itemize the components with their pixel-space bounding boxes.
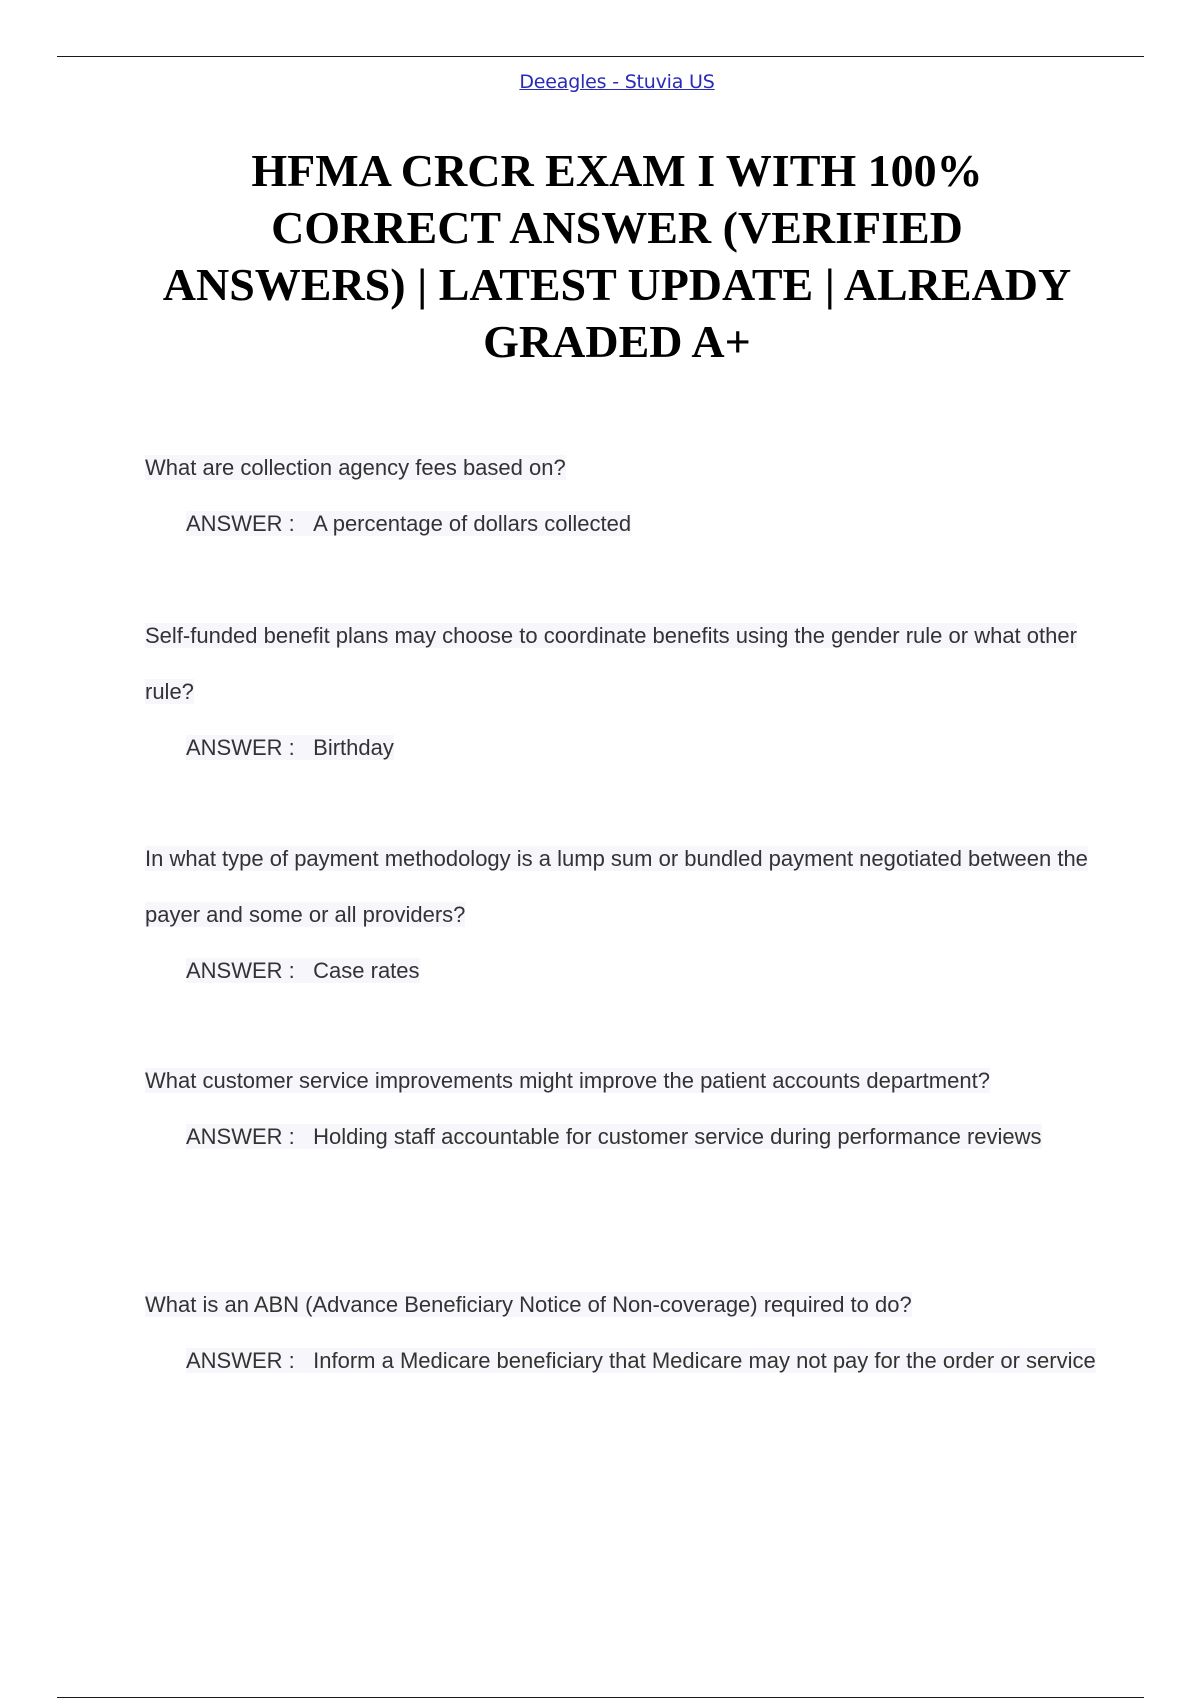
answer-label: ANSWER : (186, 735, 295, 760)
qa-item (145, 831, 1105, 1053)
answer-text: Holding staff accountable for customer service during performance reviews (313, 1124, 1042, 1149)
answer-line (145, 1109, 1105, 1165)
qa-list (145, 440, 1105, 1389)
answer-line (145, 943, 1105, 999)
document-title: HFMA CRCR EXAM I WITH 100% CORRECT ANSWER (VERIFIED ANSWERS) | LATEST UPDATE | ALREADY GRADED A+ (162, 145, 1072, 367)
question-text: Self-funded benefit plans may choose to coordinate benefits using the gender rule or what other rule? (145, 623, 1077, 704)
question-text: What is an ABN (Advance Beneficiary Notice of Non-coverage) required to do? (145, 1292, 912, 1317)
answer-text: Birthday (313, 735, 394, 760)
answer-label: ANSWER : (186, 1348, 295, 1373)
answer-text: Case rates (313, 958, 420, 983)
qa-item (145, 1053, 1105, 1277)
question-text: In what type of payment methodology is a lump sum or bundled payment negotiated between the payer and some or all providers? (145, 846, 1088, 927)
qa-item (145, 1277, 1105, 1389)
question-text: What customer service improvements might improve the patient accounts department? (145, 1068, 990, 1093)
top-rule (57, 56, 1144, 57)
answer-line (145, 720, 1105, 776)
question-text: What are collection agency fees based on? (145, 455, 566, 480)
answer-label: ANSWER : (186, 511, 295, 536)
answer-text: Inform a Medicare beneficiary that Medicare may not pay for the order or service (313, 1348, 1096, 1373)
answer-line (145, 1333, 1105, 1389)
qa-item (145, 608, 1105, 831)
answer-label: ANSWER : (186, 958, 295, 983)
bottom-rule (57, 1697, 1144, 1698)
answer-label: ANSWER : (186, 1124, 295, 1149)
answer-text: A percentage of dollars collected (313, 511, 632, 536)
source-link[interactable]: Deeagles - Stuvia US (519, 71, 715, 93)
qa-item (145, 440, 1105, 608)
answer-line (145, 496, 1105, 552)
